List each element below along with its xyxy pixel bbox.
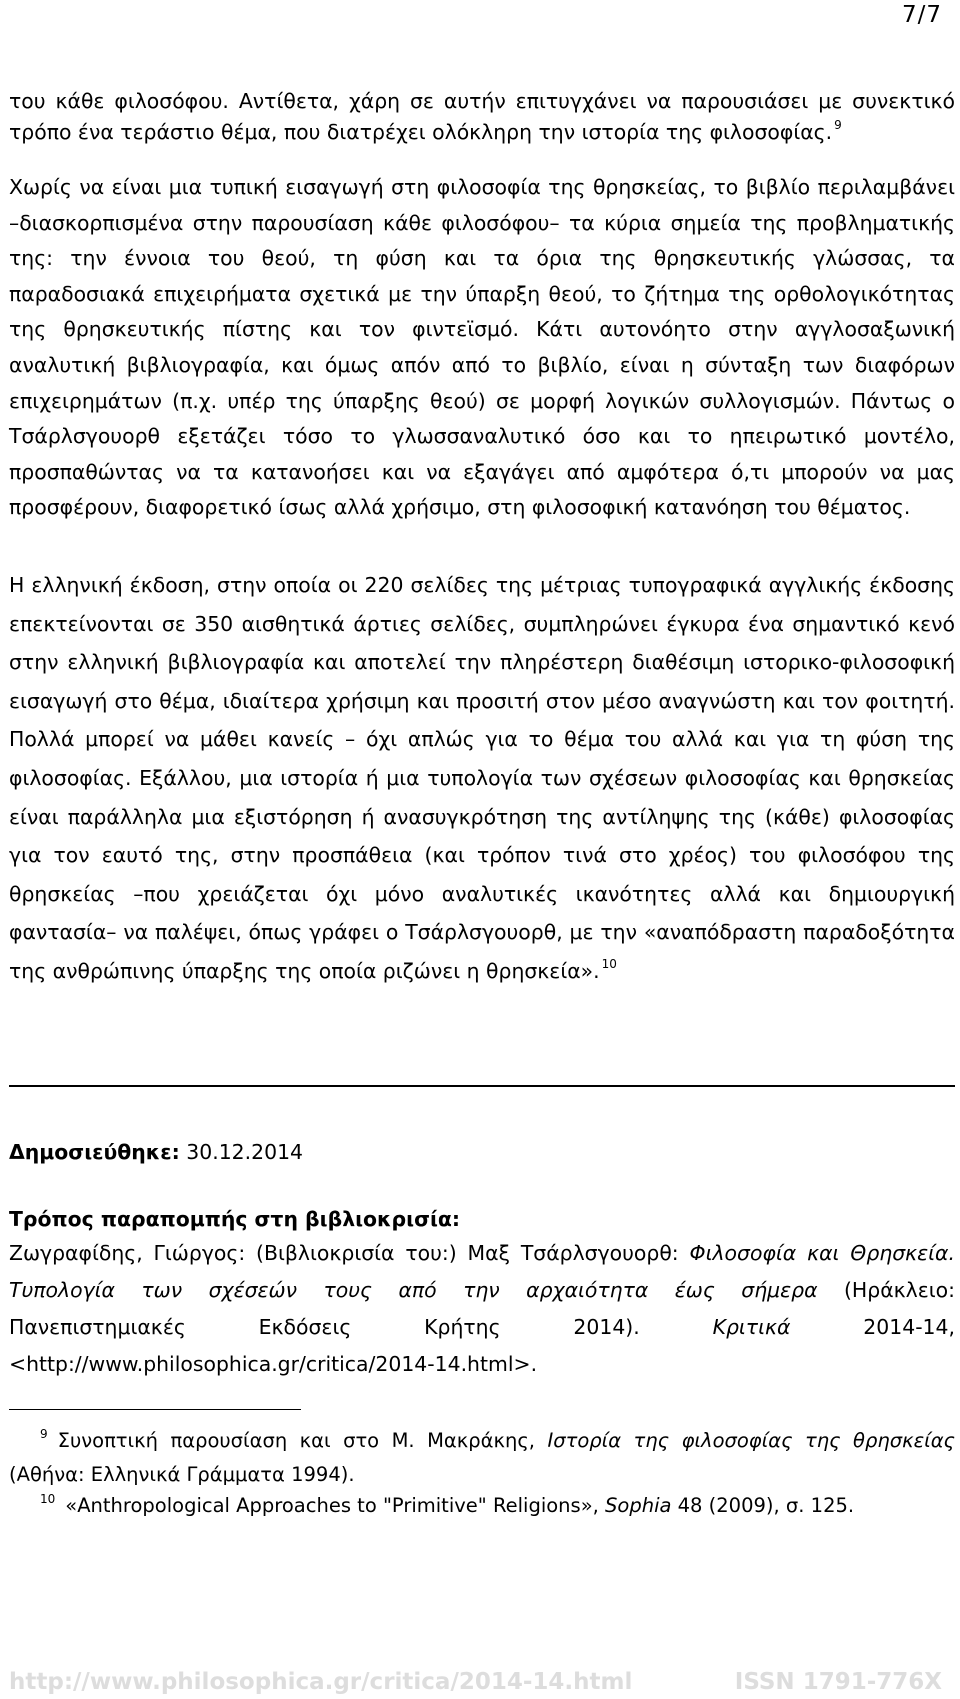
citation-link[interactable]: 2014-14, <http://www.philosophica.gr/critica/2014-14.html>. (9, 1315, 955, 1376)
citation-journal: Κριτικά (712, 1315, 791, 1339)
footnote-10 (9, 1490, 955, 1524)
footer-url[interactable]: http://www.philosophica.gr/critica/2014-14.html (9, 1669, 633, 1695)
citation-author: Ζωγραφίδης, Γιώργος: (Βιβλιοκρισία του:) Μαξ Τσάρλσγουορθ: (9, 1241, 690, 1265)
citation-block (9, 1204, 955, 1383)
footnotes (9, 1425, 955, 1524)
footnote-title: Sophia (605, 1494, 672, 1517)
footer-issn: ISSN 1791-776X (734, 1669, 942, 1695)
page-number: 7/7 (901, 2, 942, 28)
citation-book-title: Φιλοσοφία και Θρησκεία. Τυπολογία των σχέσεών τους από την αρχαιότητα έως σήμερα (9, 1241, 955, 1302)
intro-text: του κάθε φιλοσόφου. Αντίθετα, χάρη σε αυτήν επιτυγχάνει να παρουσιάσει με συνεκτικό τρόπο ένα τεράστιο θέμα, που διατρέχει ολόκληρη την ιστορία της φιλοσοφίας. (9, 89, 955, 144)
footnote-source: 48 (2009), σ. 125. (671, 1494, 855, 1517)
paragraph-philosophy-of-religion: Χωρίς να είναι μια τυπική εισαγωγή στη φιλοσοφία της θρησκείας, το βιβλίο περιλαμβάνει –διασκορπισμένα στην παρουσίαση κάθε φιλοσόφου– τα κύρια σημεία της προβληματικής της: την έννοια του θεού, τη φύση και τα όρια της θρησκευτικής γλώσσας, τα παραδοσιακά επιχειρήματα σχετικά με την ύπαρξη θεού, το ζήτημα της ορθολογικότητας της θρησκευτικής πίστης και τον φιντεϊσμό. Κάτι αυτονόητο στην αγγλοσαξωνική αναλυτική βιβλιογραφία, και όμως απόν από το βιβλίο, είναι η σύνταξη των διαφόρων επιχειρημάτων (π.χ. υπέρ της ύπαρξης θεού) σε μορφή λογικών συλλογισμών. Πάντως ο Τσάρλσγουορθ εξετάζει τόσο το γλωσσαναλυτικό όσο και το ηπειρωτικό μοντέλο, προσπαθώντας να τα κατανοήσει και να εξαγάγει από αμφότερα ό,τι μπορούν να μας προσφέρουν, διαφορετικό ίσως αλλά χρήσιμο, στη φιλοσοφική κατανόηση του θέματος. (9, 175, 955, 520)
page-footer (9, 1668, 942, 1696)
published-label: Δημοσιεύθηκε: (9, 1140, 180, 1164)
footnote-ref-9[interactable]: 9 (834, 118, 842, 132)
section-divider (9, 1085, 955, 1087)
footnote-title: Ιστορία της φιλοσοφίας της θρησκείας (547, 1429, 956, 1452)
citation-publisher: (Ηράκλειο: Πανεπιστημιακές Εκδόσεις Κρήτης 2014). (9, 1278, 955, 1339)
footnote-divider (9, 1409, 301, 1410)
footnote-9 (9, 1425, 955, 1490)
footnote-text: «Anthropological Approaches to "Primitive" Religions», (65, 1494, 606, 1517)
citation-text (9, 1235, 955, 1383)
citation-heading: Τρόπος παραπομπής στη βιβλιοκρισία: (9, 1207, 461, 1231)
paragraph-greek-edition-text: Η ελληνική έκδοση, στην οποία οι 220 σελίδες της μέτριας τυπογραφικά αγγλικής έκδοσης επεκτείνονται σε 350 αισθητικά άρτιες σελίδες, συμπληρώνει έγκυρα ένα σημαντικό κενό στην ελληνική βιβλιογραφία και αποτελεί την πληρέστερη διαθέσιμη ιστορικο-φιλοσοφική εισαγωγή στο θέμα, ιδιαίτερα χρήσιμη και προσιτή στον μέσο αναγνώστη και τον φοιτητή. Πολλά μπορεί να μάθει κανείς – όχι απλώς για το θέμα του αλλά και για τη φύση της φιλοσοφίας. Εξάλλου, μια ιστορία ή μια τυπολογία των σχέσεων φιλοσοφίας και θρησκείας είναι παράλληλα μια εξιστόρηση ή ανασυγκρότηση της αντίληψης της (κάθε) φιλοσοφίας για τον εαυτό της, στην προσπάθεια (και τρόπον τινά στο χρέος) του φιλοσόφου της θρησκείας –που χρειάζεται όχι μόνο αναλυτικές ικανότητες αλλά και δημιουργική φαντασία– να παλέψει, όπως γράφει ο Τσάρλσγουορθ, με την «αναπόδραστη παραδοξότητα της ανθρώπινης ύπαρξης της οποία ριζώνει η θρησκεία». (9, 572, 955, 983)
review-body (9, 86, 955, 993)
footnote-number: 10 (40, 1492, 56, 1506)
paragraph-greek-edition (9, 566, 955, 994)
intro-paragraph (9, 86, 955, 151)
footnote-number: 9 (40, 1427, 48, 1441)
footnote-text: Συνοπτική παρουσίαση και στο Μ. Μακράκης, (57, 1429, 548, 1452)
footnote-ref-10[interactable]: 10 (601, 956, 617, 971)
published-date: 30.12.2014 (186, 1140, 304, 1164)
footnote-source: (Αθήνα: Ελληνικά Γράμματα 1994). (9, 1463, 355, 1486)
publication-date (9, 1138, 303, 1166)
